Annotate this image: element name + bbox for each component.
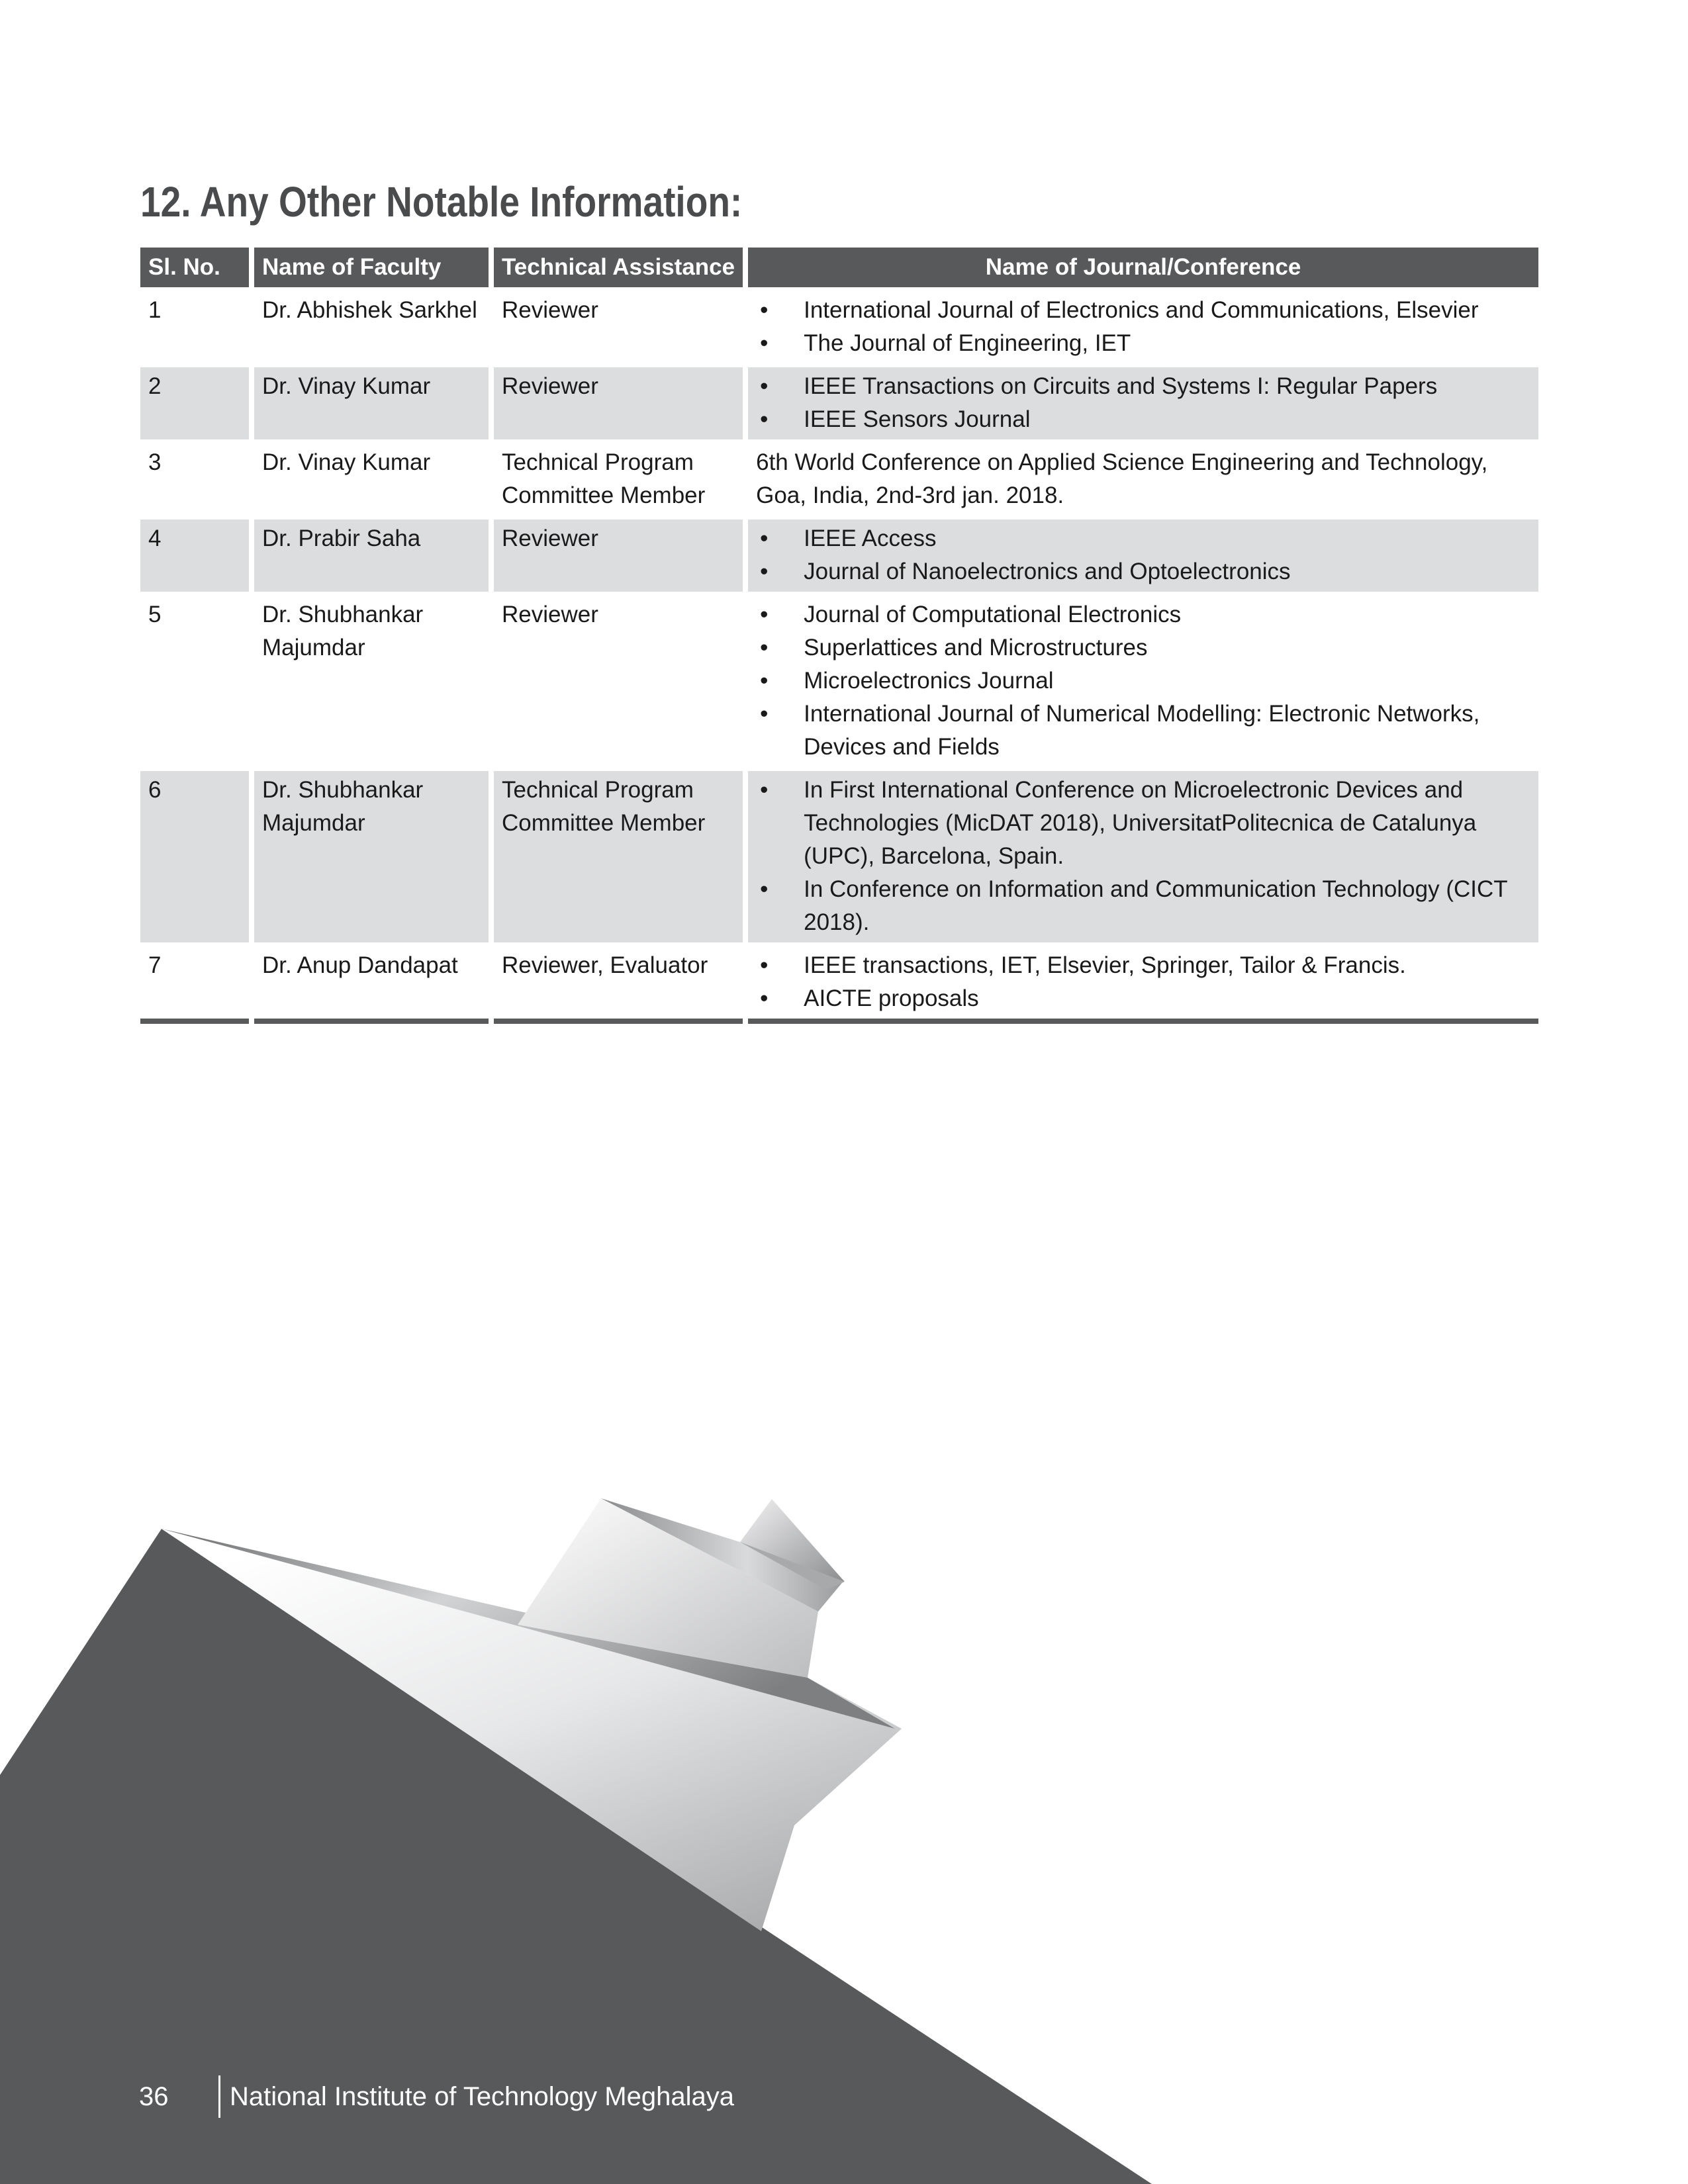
cell-faculty: Dr. Vinay Kumar <box>254 363 489 439</box>
cell-journals <box>748 363 1538 439</box>
cell-assistance: Technical Program Committee Member <box>494 767 743 942</box>
cell-journals <box>748 287 1538 363</box>
cell-assistance: Technical Program Committee Member <box>494 439 743 516</box>
page-footer <box>139 2075 734 2118</box>
journal-item: • Microelectronics Journal <box>756 664 1530 698</box>
cell-sl: 5 <box>140 592 249 767</box>
cell-sl: 1 <box>140 287 249 363</box>
footer-divider <box>218 2075 220 2118</box>
institute-name: National Institute of Technology Meghalaya <box>230 2082 734 2111</box>
cell-assistance: Reviewer, Evaluator <box>494 942 743 1024</box>
journal-item: • IEEE Access <box>756 522 1530 555</box>
cell-journals <box>748 592 1538 767</box>
journal-item: • In Conference on Information and Communication Technology (CICT 2018). <box>756 873 1530 939</box>
cell-faculty: Dr. Anup Dandapat <box>254 942 489 1024</box>
cell-faculty: Dr. Abhishek Sarkhel <box>254 287 489 363</box>
cell-journals <box>748 942 1538 1024</box>
table-row <box>140 363 1538 439</box>
journal-item: • The Journal of Engineering, IET <box>756 327 1530 360</box>
page-number: 36 <box>139 2082 169 2111</box>
cell-sl: 3 <box>140 439 249 516</box>
journal-item: • AICTE proposals <box>756 982 1530 1015</box>
cell-journals <box>748 516 1538 592</box>
cell-journal-text: 6th World Conference on Applied Science Engineering and Technology, Goa, India, 2nd-3rd jan. 2018. <box>748 439 1538 516</box>
cell-sl: 7 <box>140 942 249 1024</box>
journal-item: • Journal of Nanoelectronics and Optoelectronics <box>756 555 1530 588</box>
cell-assistance: Reviewer <box>494 592 743 767</box>
journal-item: • International Journal of Numerical Modelling: Electronic Networks, Devices and Fields <box>756 698 1530 764</box>
cell-faculty: Dr. Prabir Saha <box>254 516 489 592</box>
table-row <box>140 516 1538 592</box>
notable-information-table <box>135 248 1544 1024</box>
cell-assistance: Reviewer <box>494 287 743 363</box>
table-row <box>140 439 1538 516</box>
table-row <box>140 767 1538 942</box>
journal-item: • Journal of Computational Electronics <box>756 598 1530 631</box>
cell-faculty: Dr. Vinay Kumar <box>254 439 489 516</box>
table-row <box>140 592 1538 767</box>
header-journal-conference: Name of Journal/Conference <box>748 248 1538 287</box>
header-sl-no: Sl. No. <box>140 248 249 287</box>
journal-item: • IEEE Sensors Journal <box>756 403 1530 436</box>
cell-journals <box>748 767 1538 942</box>
cell-assistance: Reviewer <box>494 363 743 439</box>
table-header-row <box>140 248 1538 287</box>
journal-item: • Superlattices and Microstructures <box>756 631 1530 664</box>
section-title: 12. Any Other Notable Information: <box>140 178 743 226</box>
cell-faculty: Dr. Shubhankar Majumdar <box>254 767 489 942</box>
journal-item: • IEEE transactions, IET, Elsevier, Springer, Tailor & Francis. <box>756 949 1530 982</box>
journal-item: • In First International Conference on Microelectronic Devices and Technologies (MicDAT 2018), UniversitatPolitecnica de Catalunya (UPC), Barcelona, Spain. <box>756 774 1530 873</box>
header-technical-assistance: Technical Assistance <box>494 248 743 287</box>
header-faculty: Name of Faculty <box>254 248 489 287</box>
cell-sl: 4 <box>140 516 249 592</box>
table-row <box>140 942 1538 1024</box>
journal-item: • IEEE Transactions on Circuits and Systems I: Regular Papers <box>756 370 1530 403</box>
cell-faculty: Dr. Shubhankar Majumdar <box>254 592 489 767</box>
table-row <box>140 287 1538 363</box>
journal-item: • International Journal of Electronics and Communications, Elsevier <box>756 294 1530 327</box>
cell-sl: 2 <box>140 363 249 439</box>
cell-sl: 6 <box>140 767 249 942</box>
cell-assistance: Reviewer <box>494 516 743 592</box>
